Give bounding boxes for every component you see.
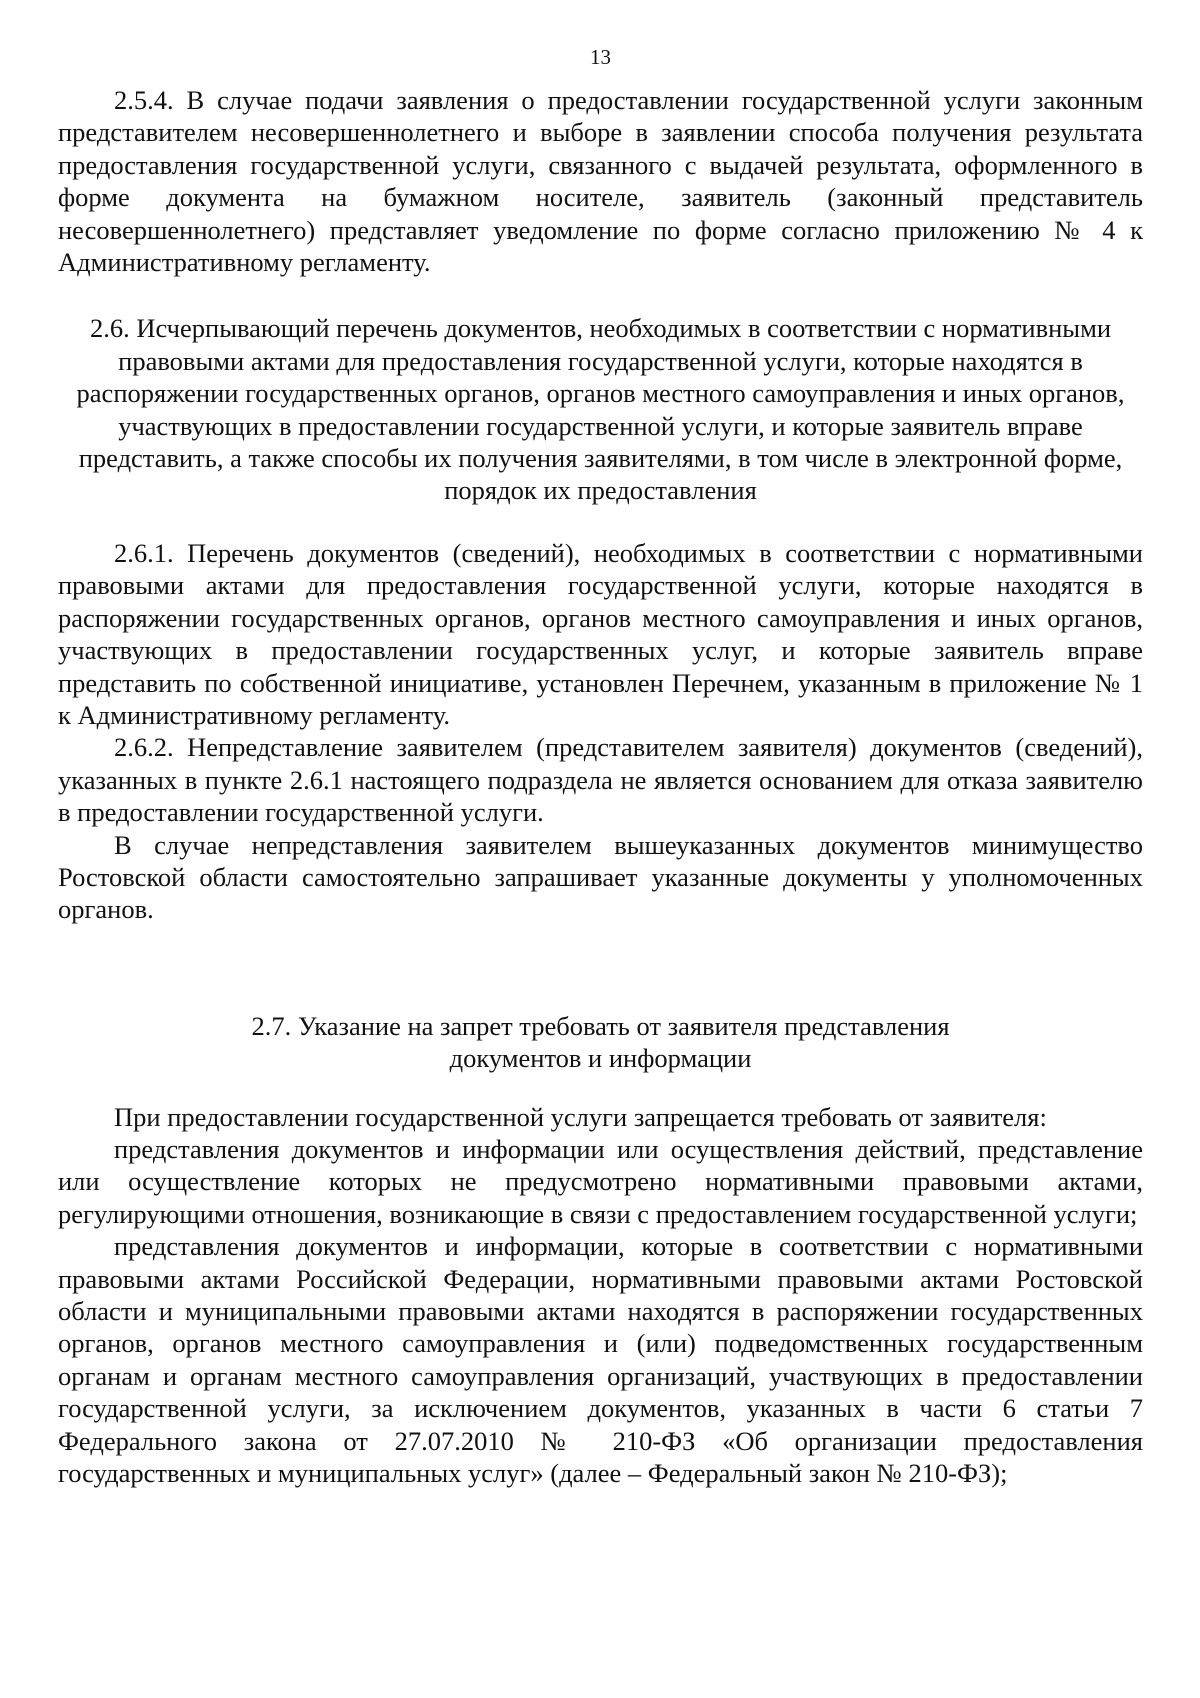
page-number: 13 [590,45,611,69]
paragraph-2-5-4: 2.5.4. В случае подачи заявления о предоставлении государственной услуги законным представителем несовершеннолетнего и выборе в заявлении способа получения результата предоставления государственной услуги, связанного с выдачей результата, оформленного в форме документа на бумажном носителе, заявитель (законный представитель несовершеннолетнего) представляет уведомление по форме согласно приложению № 4 к Административному регламенту. [58,85,1143,278]
section-heading-2-6: 2.6. Исчерпывающий перечень документов, необходимых в соответствии с нормативными правовыми актами для предоставления государственной услуги, которые находятся в распоряжении государственных органов, органов местного самоуправления и иных органов, участвующих в предоставлении государственной услуги, и которые заявитель вправе представить, а также способы их получения заявителями, в том числе в электронной форме, порядок их предоставления [76,313,1125,506]
paragraph-2-6-2-continuation: В случае непредставления заявителем вышеуказанных документов минимущество Ростовской области самостоятельно запрашивает указанные документы у уполномоченных органов. [58,829,1143,925]
paragraph-2-6-1: 2.6.1. Перечень документов (сведений), необходимых в соответствии с нормативными правовыми актами для предоставления государственной услуги, которые находятся в распоряжении государственных органов, органов местного самоуправления и иных органов, участвующих в предоставлении государственных услуг, и которые заявитель вправе представить по собственной инициативе, установлен Перечнем, указанным в приложение № 1 к Административному регламенту. [58,537,1143,730]
paragraph-2-6-2: 2.6.2. Непредставление заявителем (представителем заявителя) документов (сведений), указанных в пункте 2.6.1 настоящего подраздела не является основанием для отказа заявителю в предоставлении государственной услуги. [58,732,1143,828]
paragraph-2-7-intro: При предоставлении государственной услуги запрещается требовать от заявителя: [114,1101,1047,1132]
section-heading-2-7: 2.7. Указание на запрет требовать от заявителя представления документов и информации [251,1010,950,1074]
document-page [58,44,1143,1489]
paragraph-2-7-item-1: представления документов и информации или осуществления действий, представление или осуществление которых не предусмотрено нормативными правовыми актами, регулирующими отношения, возникающие в связи с предоставлением государственной услуги; [58,1133,1143,1229]
paragraph-2-7-item-2: представления документов и информации, которые в соответствии с нормативными правовыми актами Российской Федерации, нормативными правовыми актами Ростовской области и муниципальными правовыми актами находятся в распоряжении государственных органов, органов местного самоуправления и (или) подведомственных государственным органам и органам местного самоуправления организаций, участвующих в предоставлении государственной услуги, за исключением документов, указанных в части 6 статьи 7 Федерального закона от 27.07.2010 № 210-ФЗ «Об организации предоставления государственных и муниципальных услуг» (далее – Федеральный закон № 210-ФЗ); [58,1231,1143,1489]
